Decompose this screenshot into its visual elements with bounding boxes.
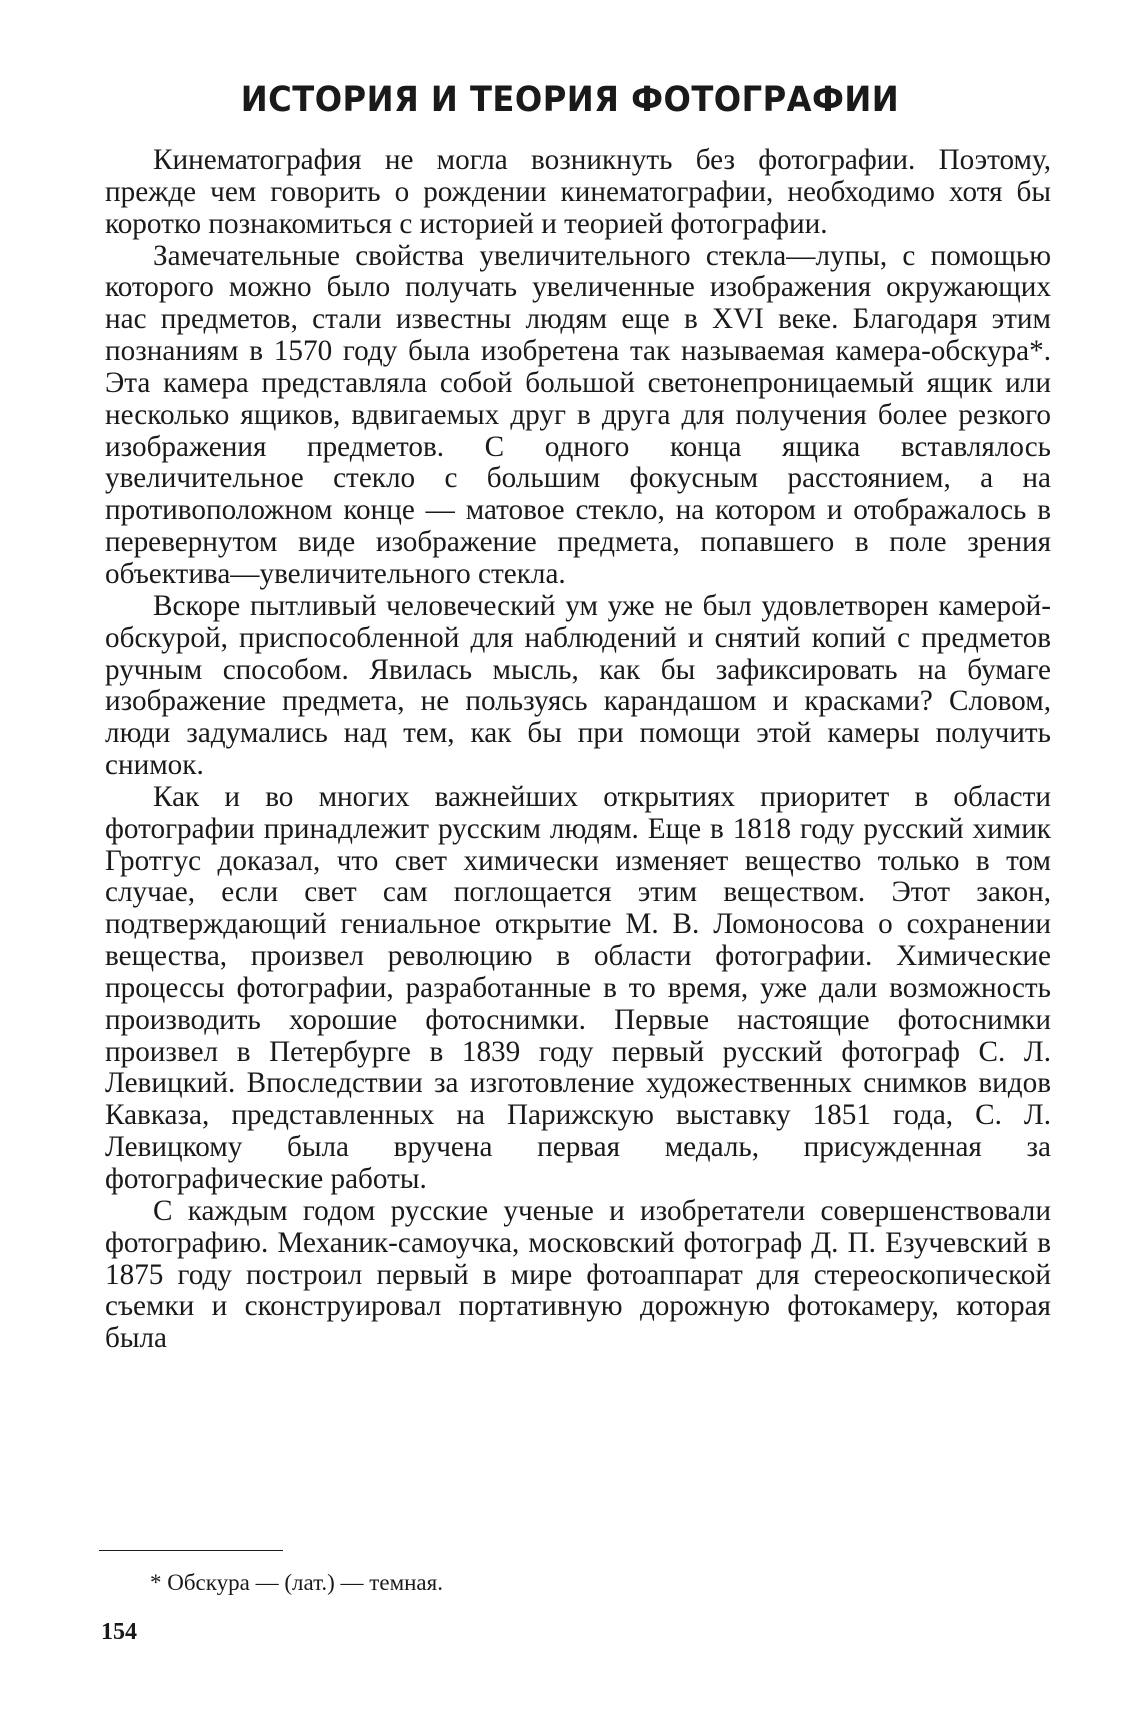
footnote: * Обскура — (лат.) — темная. xyxy=(150,1570,443,1595)
chapter-heading: ИСТОРИЯ И ТЕОРИЯ ФОТОГРАФИИ xyxy=(240,80,900,120)
body-text xyxy=(105,145,1051,1355)
footnote-divider xyxy=(99,1550,283,1551)
paragraph: Вскоре пытливый человеческий ум уже не был удовлетворен камерой-обскурой, приспособленной для наблюдений и снятий копий с предметов ручным способом. Явилась мысль, как бы зафиксировать на бумаге изображение предмета, не пользуясь карандашом и красками? Словом, люди задумались над тем, как бы при помощи этой камеры получить снимок. xyxy=(105,589,1051,782)
paragraph: Кинематография не могла возникнуть без фотографии. Поэтому, прежде чем говорить о рождении кинематографии, необходимо хотя бы коротко познакомиться с историей и теорией фотографии. xyxy=(105,144,1051,240)
page-number: 154 xyxy=(101,1619,137,1645)
paragraph: Как и во многих важнейших открытиях приоритет в области фотографии принадлежит русским людям. Еще в 1818 году русский химик Гротгус доказал, что свет химически изменяет вещество только в том случае, если свет сам поглощается этим веществом. Этот закон, подтверждающий гениальное открытие М. В. Ломоносова о сохранении вещества, произвел революцию в области фотографии. Химические процессы фотографии, разработанные в то время, уже дали возможность производить хорошие фотоснимки. Первые настоящие фотоснимки произвел в Петербурге в 1839 году первый русский фотограф С. Л. Левицкий. Впоследствии за изготовление художественных снимков видов Кавказа, представленных на Парижскую выставку 1851 года, С. Л. Левицкому была вручена первая медаль, присужденная за фотографические работы. xyxy=(105,780,1051,1195)
paragraph: С каждым годом русские ученые и изобретатели совершенствовали фотографию. Механик-самоучка, московский фотограф Д. П. Езучевский в 1875 году построил первый в мире фотоаппарат для стереоскопической съемки и сконструировал портативную дорожную фотокамеру, которая была xyxy=(105,1194,1051,1355)
paragraph: Замечательные свойства увеличительного стекла—лупы, с помощью которого можно было получать увеличенные изображения окружающих нас предметов, стали известны людям еще в XVI веке. Благодаря этим познаниям в 1570 году была изобретена так называемая камера-обскура*. Эта камера представляла собой большой светонепроницаемый ящик или несколько ящиков, вдвигаемых друг в друга для получения более резкого изображения предметов. С одного конца ящика вставлялось увеличительное стекло с большим фокусным расстоянием, а на противоположном конце — матовое стекло, на котором и отображалось в перевернутом виде изображение предмета, попавшего в поле зрения объектива—увеличительного стекла. xyxy=(105,239,1051,590)
